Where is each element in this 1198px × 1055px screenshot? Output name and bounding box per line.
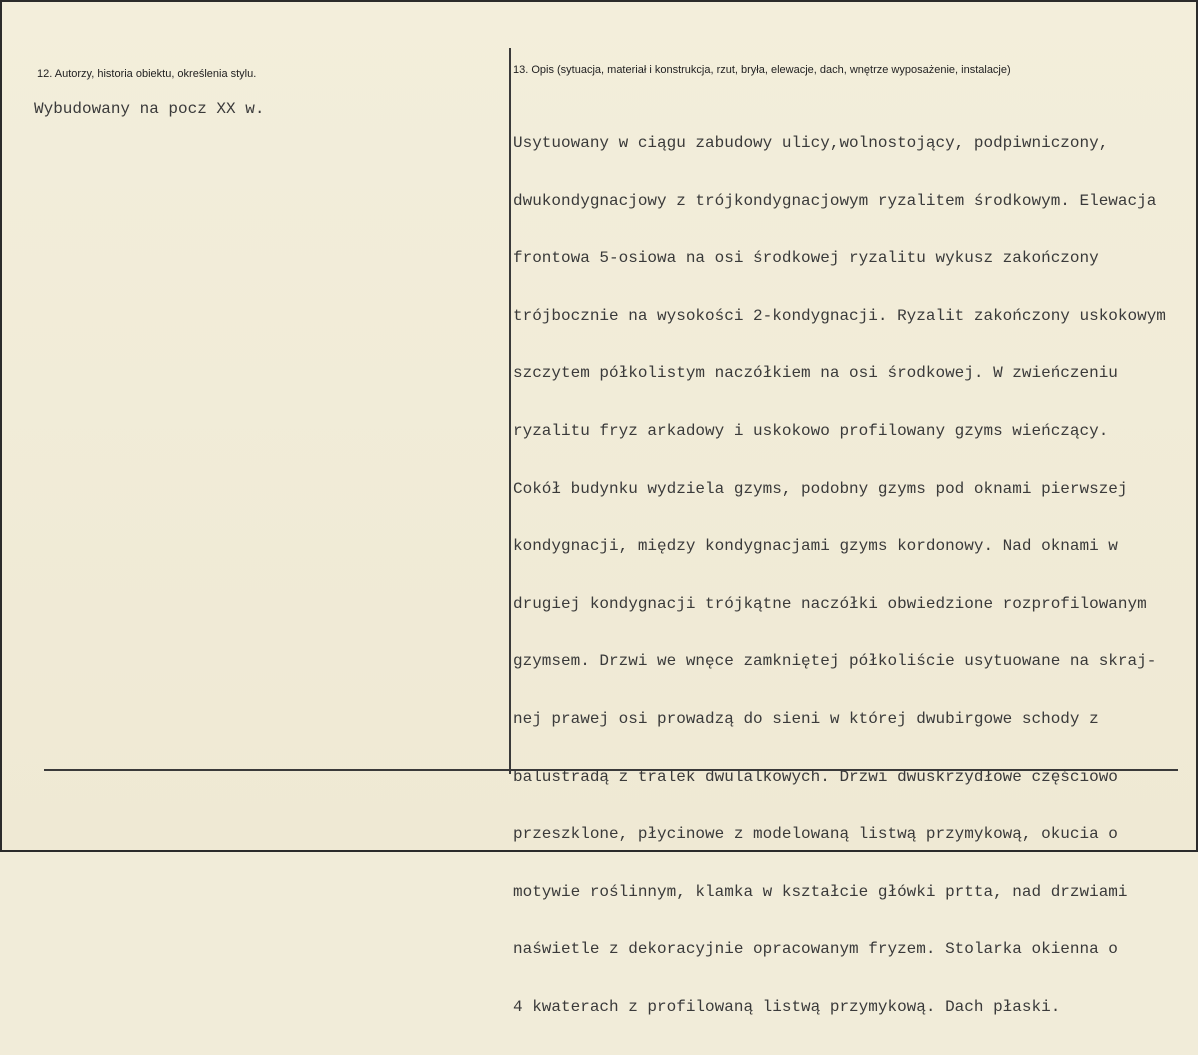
section-12-label: 12. Autorzy, historia obiektu, określenia stylu. <box>37 68 257 80</box>
description-line: przeszklone, płycinowe z modelowaną listwą przymykową, okucia o <box>513 825 1118 844</box>
description-line: frontowa 5-osiowa na osi środkowej ryzalitu wykusz zakończony <box>513 249 1099 268</box>
description-line: Cokół budynku wydziela gzyms, podobny gzyms pod oknami pierwszej <box>513 479 1128 498</box>
description-line: nej prawej osi prowadzą do sieni w której dwubirgowe schody z <box>513 709 1099 728</box>
description-line: dwukondygnacjowy z trójkondygnacjowym ryzalitem środkowym. Elewacja <box>513 191 1157 210</box>
description-line: motywie roślinnym, klamka w kształcie główki prtta, nad drzwiami <box>513 882 1128 901</box>
description-line: ryzalitu fryz arkadowy i uskokowo profilowany gzyms wieńczący. <box>513 421 1109 440</box>
description-line: balustradą z tralek dwulalkowych. Drzwi dwuskrzydłowe częściowo <box>513 767 1118 786</box>
section-13-description <box>513 97 1193 1055</box>
section-12-text: Wybudowany na pocz XX w. <box>34 100 265 118</box>
vertical-divider <box>509 48 511 774</box>
description-line: gzymsem. Drzwi we wnęce zamkniętej półkoliście usytuowane na skraj- <box>513 652 1157 671</box>
section-13-label: 13. Opis (sytuacja, materiał i konstrukcja, rzut, bryła, elewacje, dach, wnętrze wyposażenie, instalacje) <box>513 64 1011 76</box>
description-line: naświetle z dekoracyjnie opracowanym fryzem. Stolarka okienna o <box>513 940 1118 959</box>
description-line: kondygnacji, między kondygnacjami gzyms kordonowy. Nad oknami w <box>513 537 1118 556</box>
description-line: szczytem półkolistym naczółkiem na osi środkowej. W zwieńczeniu <box>513 364 1118 383</box>
description-line: trójbocznie na wysokości 2-kondygnacji. Ryzalit zakończony uskokowym <box>513 306 1166 325</box>
description-line: Usytuowany w ciągu zabudowy ulicy,wolnostojący, podpiwniczony, <box>513 134 1109 152</box>
description-line: drugiej kondygnacji trójkątne naczółki obwiedzione rozprofilowanym <box>513 594 1147 613</box>
description-line: 4 kwaterach z profilowaną listwą przymykową. Dach płaski. <box>513 997 1061 1016</box>
